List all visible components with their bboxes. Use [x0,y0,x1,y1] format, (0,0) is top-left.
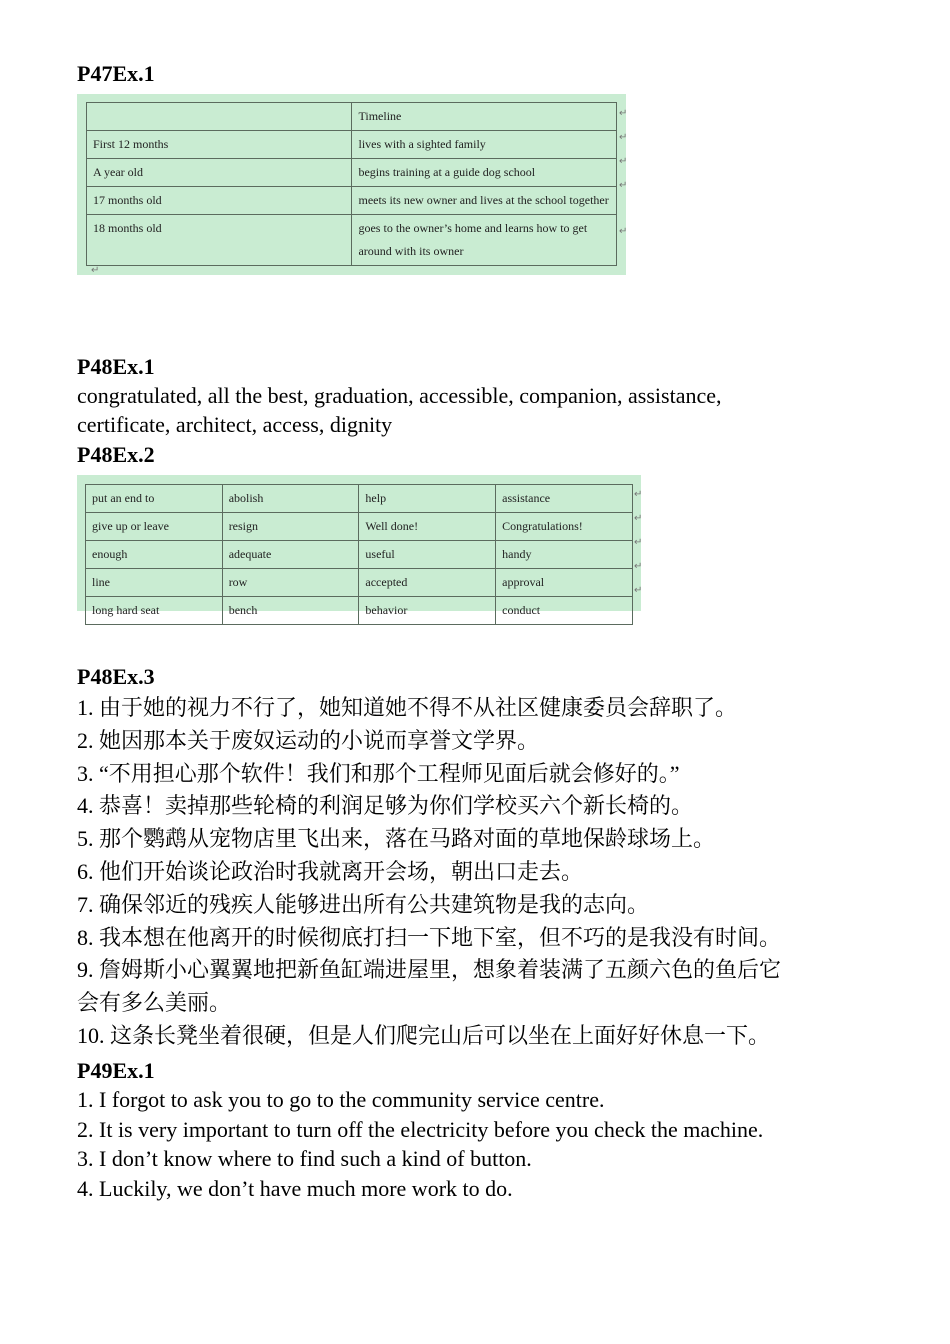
table-cell: line [86,569,223,597]
table-cell: approval [496,569,633,597]
section-heading-p49ex1: P49Ex.1 [77,1058,155,1083]
timeline-table [86,102,617,266]
paragraph-mark-icon: ↵ [619,108,628,119]
table-row [86,569,633,597]
paragraph-mark-icon: ↵ [634,537,643,548]
table-cell: give up or leave [86,513,223,541]
table-cell: behavior [359,597,496,625]
table-row [87,131,617,159]
table-cell: enough [86,541,223,569]
paragraph-mark-icon: ↵ [634,513,643,524]
table-cell: resign [222,513,359,541]
word-list-line: certificate, architect, access, dignity [77,412,393,437]
list-item: 1. 由于她的视力不行了，她知道她不得不从社区健康委员会辞职了。 [77,695,738,720]
paragraph-mark-icon: ↵ [91,265,100,276]
table-row [87,215,617,266]
list-item: 4. Luckily, we don’t have much more work to do. [77,1175,513,1201]
sentence-list [77,1085,763,1203]
list-item: 3. I don’t know where to find such a kind of button. [77,1146,532,1171]
table-cell: help [359,485,496,513]
table-row [86,485,633,513]
list-item: 4. 恭喜！卖掉那些轮椅的利润足够为你们学校买六个新长椅的。 [77,793,694,819]
table-row [87,159,617,187]
section-heading-p47ex1: P47Ex.1 [77,61,155,86]
table-row [86,597,633,625]
list-item: 3. “不用担心那个软件！我们和那个工程师见面后就会修好的。” [77,760,680,786]
list-item: 10. 这条长凳坐着很硬，但是人们爬完山后可以坐在上面好好休息一下。 [77,1022,771,1048]
table-cell: Well done! [359,513,496,541]
table-cell: accepted [359,569,496,597]
list-item: 9. 詹姆斯小心翼翼地把新鱼缸端进屋里，想象着装满了五颜六色的鱼后它 [77,957,782,983]
list-item: 2. 她因那本关于废奴运动的小说而享誉文学界。 [77,727,540,753]
table-cell: begins training at a guide dog school [352,159,617,187]
list-item: 5. 那个鹦鹉从宠物店里飞出来，落在马路对面的草地保龄球场上。 [77,826,716,852]
table-cell: abolish [222,485,359,513]
table-cell: lives with a sighted family [352,131,617,159]
paragraph-mark-icon: ↵ [634,489,643,500]
list-item: 会有多么美丽。 [77,990,232,1016]
table-image-synonyms [77,475,643,617]
list-item: 7. 确保邻近的残疾人能够进出所有公共建筑物是我的志向。 [77,891,650,917]
table-cell: Congratulations! [496,513,633,541]
table-image-timeline [77,94,626,275]
table-cell: adequate [222,541,359,569]
table-cell: row [222,569,359,597]
table-row [86,513,633,541]
table-cell: conduct [496,597,633,625]
table-cell: 18 months old [87,215,352,266]
table-cell: First 12 months [87,131,352,159]
section-heading-p48ex2: P48Ex.2 [77,442,155,467]
table-cell: Timeline [352,103,617,131]
table-cell: assistance [496,485,633,513]
table-cell [87,103,352,131]
table-cell: put an end to [86,485,223,513]
section-heading-p48ex3: P48Ex.3 [77,664,155,689]
table-row [87,187,617,215]
table-cell: 17 months old [87,187,352,215]
paragraph-mark-icon: ↵ [619,226,628,237]
paragraph-mark-icon: ↵ [619,156,628,167]
list-item: 1. I forgot to ask you to go to the community service centre. [77,1087,605,1112]
word-list-line: congratulated, all the best, graduation, accessible, companion, assistance, [77,383,722,408]
translation-list [77,692,781,1053]
list-item: 6. 他们开始谈论政治时我就离开会场，朝出口走去。 [77,858,584,884]
paragraph-mark-icon: ↵ [619,180,628,191]
list-item: 8. 我本想在他离开的时候彻底打扫一下地下室，但不巧的是我没有时间。 [77,924,782,950]
table-row [86,541,633,569]
table-row [87,103,617,131]
table-cell: goes to the owner’s home and learns how to get around with its owner [352,215,617,266]
paragraph-mark-icon: ↵ [634,561,643,572]
section-heading-p48ex1: P48Ex.1 [77,354,155,379]
table-cell: handy [496,541,633,569]
paragraph-mark-icon: ↵ [619,132,628,143]
table-cell: A year old [87,159,352,187]
list-item: 2. It is very important to turn off the electricity before you check the machine. [77,1116,764,1142]
paragraph-mark-icon: ↵ [634,585,643,596]
table-cell: long hard seat [86,597,223,625]
table-cell: meets its new owner and lives at the school together [352,187,617,215]
table-cell: useful [359,541,496,569]
table-cell: bench [222,597,359,625]
synonym-table [85,484,633,625]
